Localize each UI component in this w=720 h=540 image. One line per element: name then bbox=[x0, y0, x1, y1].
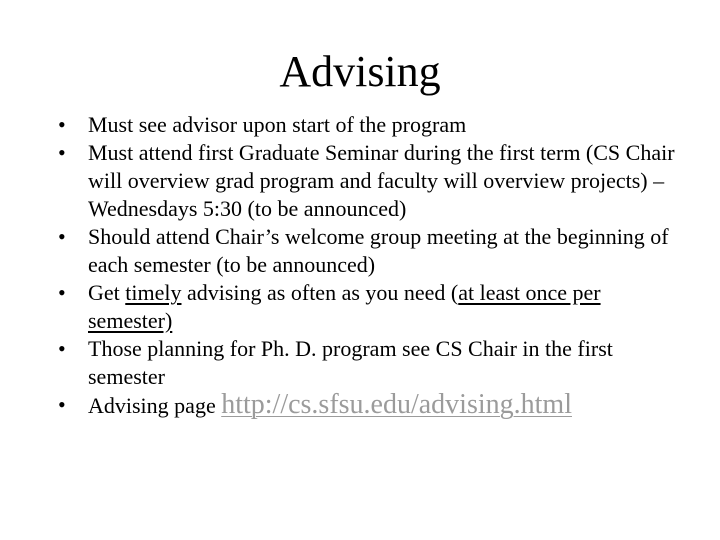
bullet-item-timely-advising bbox=[58, 279, 678, 335]
bullet-text: Advising page bbox=[88, 393, 222, 418]
bullet-text: Must see advisor upon start of the program bbox=[88, 112, 467, 137]
slide-title: Advising bbox=[279, 47, 441, 96]
bullet-list bbox=[58, 111, 678, 420]
bullet-icon: • bbox=[58, 140, 66, 165]
bullet-text: Those planning for Ph. D. program see CS Chair in the first semester bbox=[88, 336, 613, 389]
bullet-icon: • bbox=[58, 336, 66, 361]
underlined-text-timely: timely bbox=[125, 280, 182, 305]
bullet-item-advising-page bbox=[58, 391, 678, 420]
bullet-icon: • bbox=[58, 280, 66, 305]
underlined-text-frequency: at least once per semester) bbox=[88, 280, 601, 333]
bullet-text-part: advising as often as you need ( bbox=[181, 280, 459, 305]
bullet-text: Must attend first Graduate Seminar during the first term (CS Chair will overview grad program and faculty will overview projects) – Wednesdays 5:30 (to be announced) bbox=[88, 140, 675, 221]
bullet-item-welcome-meeting bbox=[58, 223, 678, 279]
bullet-icon: • bbox=[58, 392, 66, 417]
advising-page-link[interactable]: http://cs.sfsu.edu/advising.html bbox=[221, 389, 572, 420]
bullet-item-phd bbox=[58, 335, 678, 391]
bullet-text-part: Get bbox=[88, 280, 126, 305]
bullet-item-advisor bbox=[58, 111, 678, 139]
bullet-text: Should attend Chair’s welcome group meeting at the beginning of each semester (to be announced) bbox=[88, 224, 669, 277]
bullet-icon: • bbox=[58, 112, 66, 137]
bullet-item-seminar bbox=[58, 139, 678, 223]
bullet-icon: • bbox=[58, 224, 66, 249]
